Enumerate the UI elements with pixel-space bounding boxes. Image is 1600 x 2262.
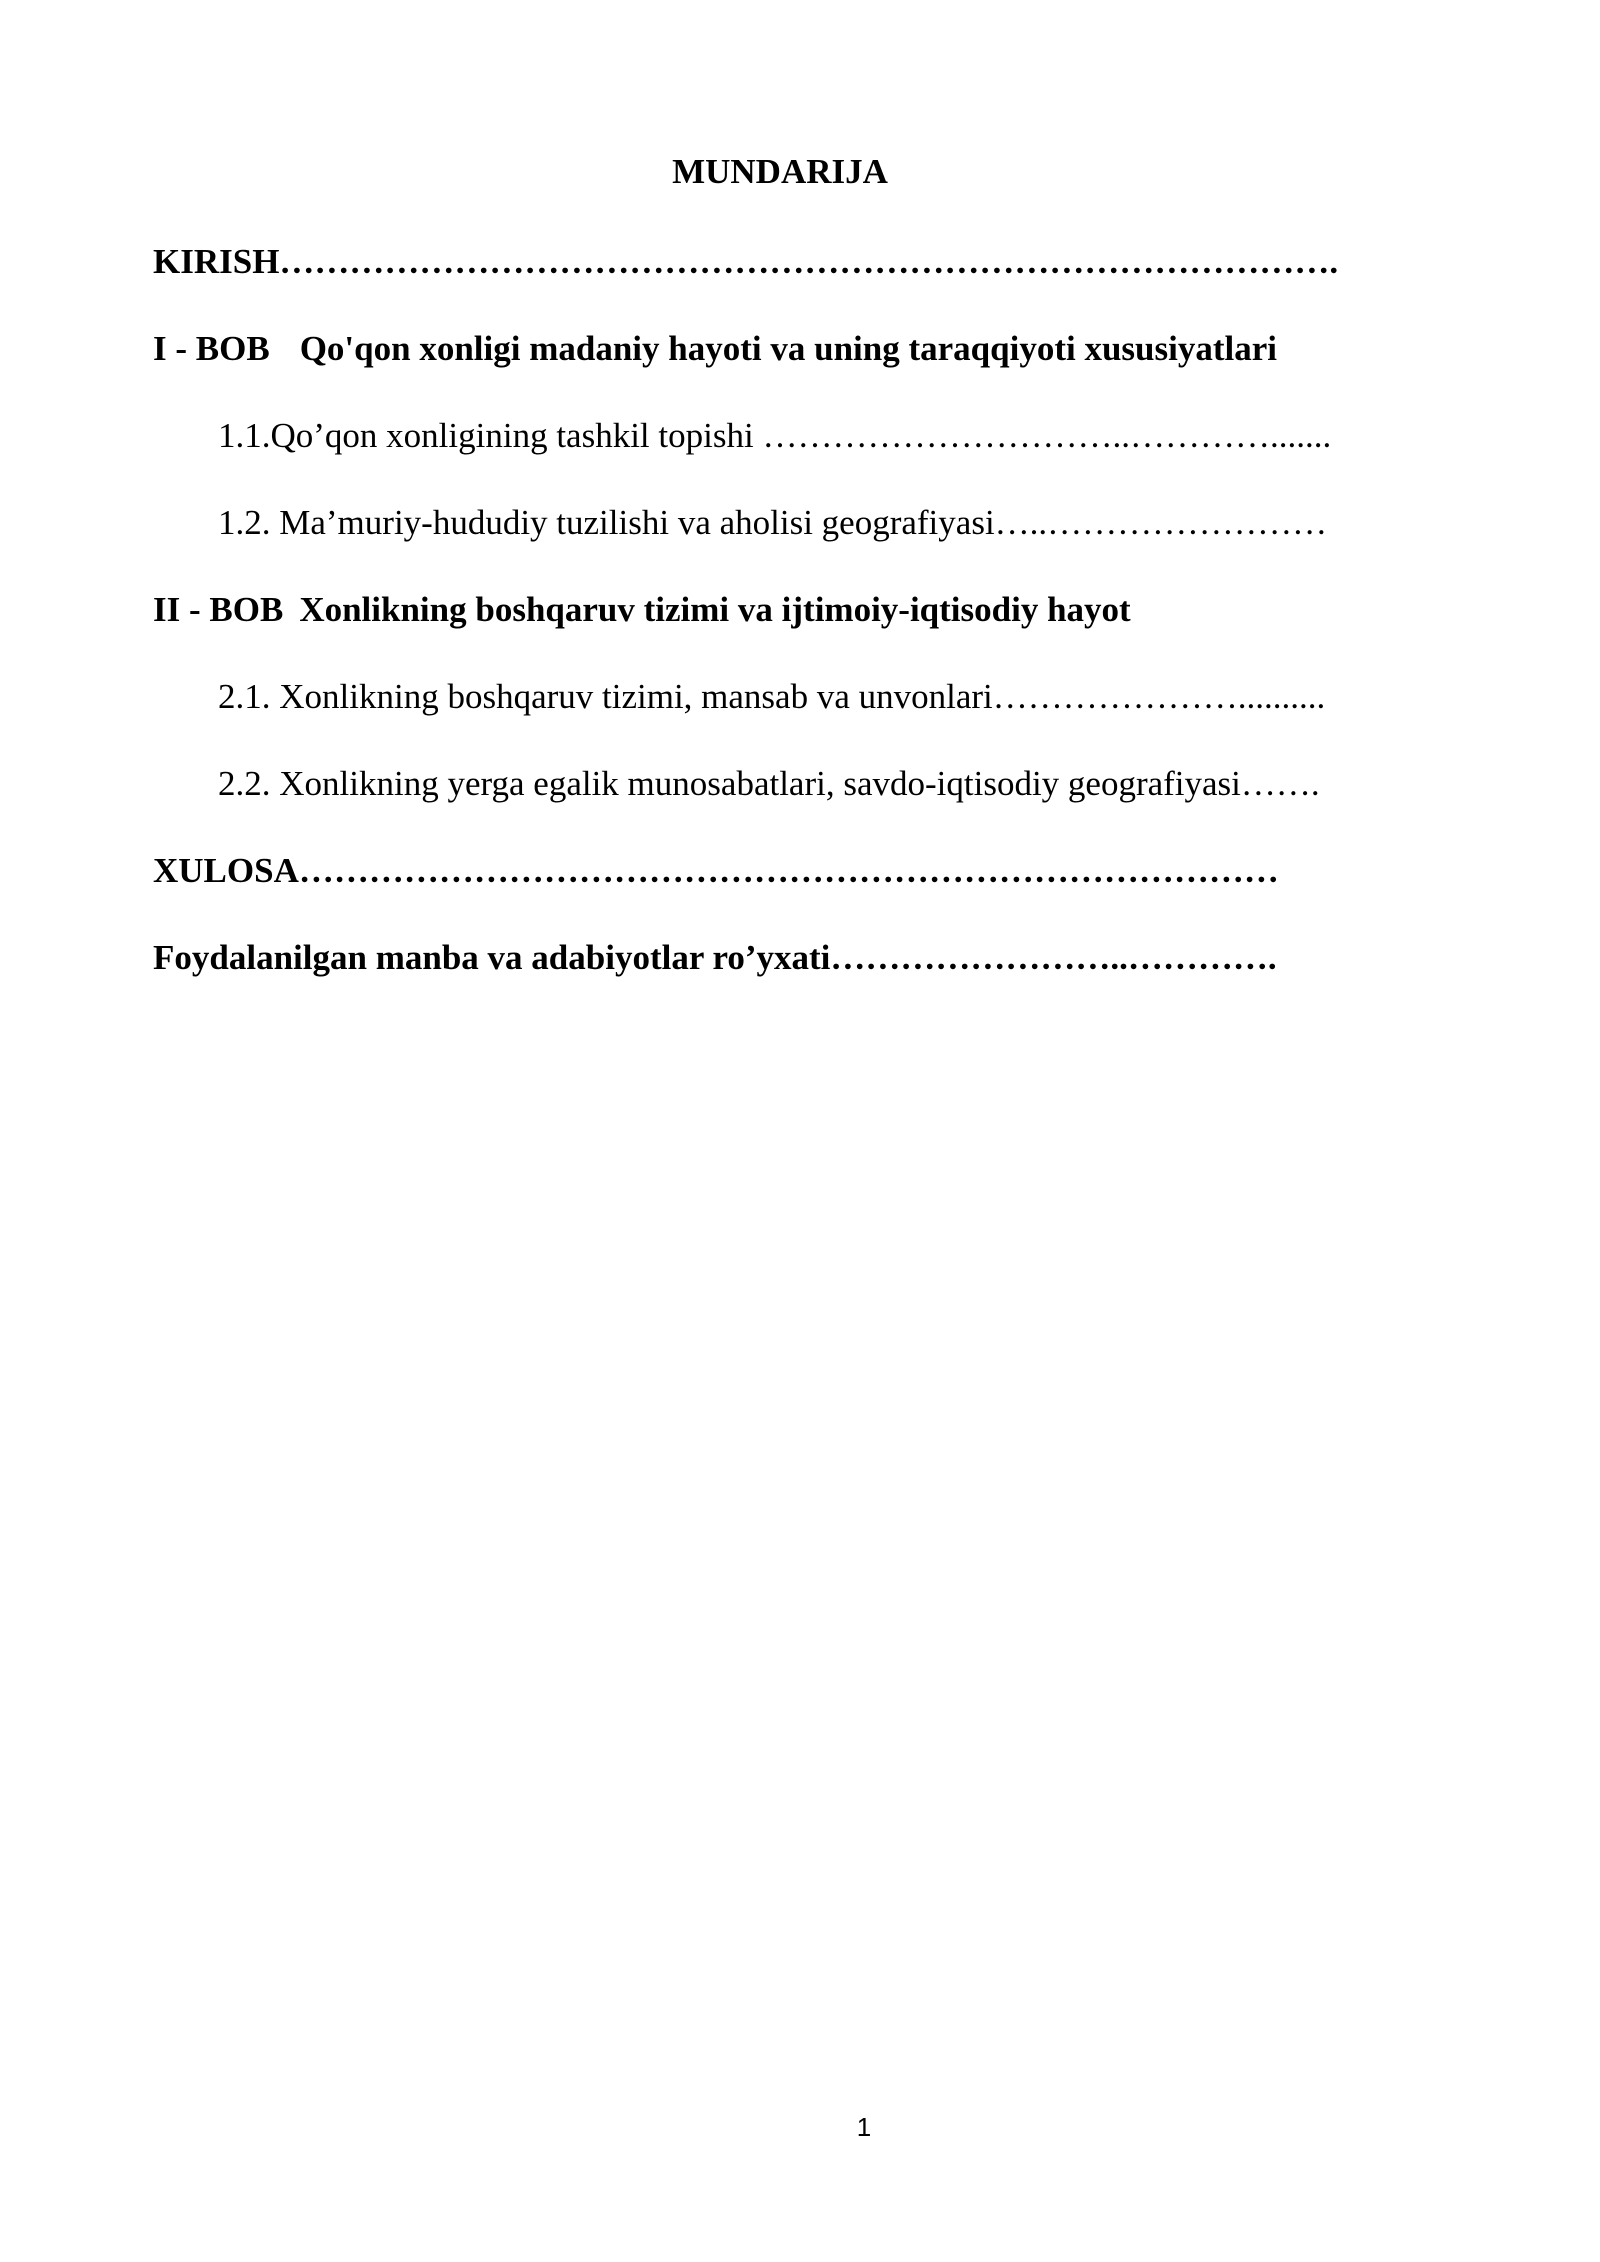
toc-item-section-2-1[interactable]: 2.1. Xonlikning boshqaruv tizimi, mansab va unvonlari………………….......... bbox=[218, 677, 1326, 716]
chapter-2-prefix: II - BOB bbox=[153, 590, 284, 629]
toc-item-section-1-2[interactable]: 1.2. Ma’muriy-hududiy tuzilishi va aholisi geografiyasi…..…………………… bbox=[218, 503, 1328, 542]
chapter-2-title: Xonlikning boshqaruv tizimi va ijtimoiy-iqtisodiy hayot bbox=[299, 590, 1131, 629]
page-title: MUNDARIJA bbox=[672, 152, 888, 191]
chapter-1-prefix: I - BOB bbox=[153, 329, 270, 368]
toc-item-chapter-1[interactable] bbox=[153, 327, 1277, 371]
toc-item-conclusion[interactable]: XULOSA………………………………………………………………………… bbox=[153, 851, 1279, 890]
toc-item-chapter-2[interactable] bbox=[153, 588, 1131, 632]
page-number: 1 bbox=[856, 2112, 872, 2142]
chapter-1-title: Qo'qon xonligi madaniy hayoti va uning taraqqiyoti xususiyatlari bbox=[299, 329, 1278, 368]
toc-item-section-1-1[interactable]: 1.1.Qo’qon xonligining tashkil topishi …………………………..…………....... bbox=[218, 416, 1332, 455]
toc-item-intro[interactable]: KIRISH………………………………………………………………………………. bbox=[153, 242, 1339, 281]
toc-item-references[interactable]: Foydalanilgan manba va adabiyotlar ro’yxati……………………..…………. bbox=[153, 938, 1277, 977]
toc-item-section-2-2[interactable]: 2.2. Xonlikning yerga egalik munosabatlari, savdo-iqtisodiy geografiyasi……. bbox=[218, 764, 1320, 803]
